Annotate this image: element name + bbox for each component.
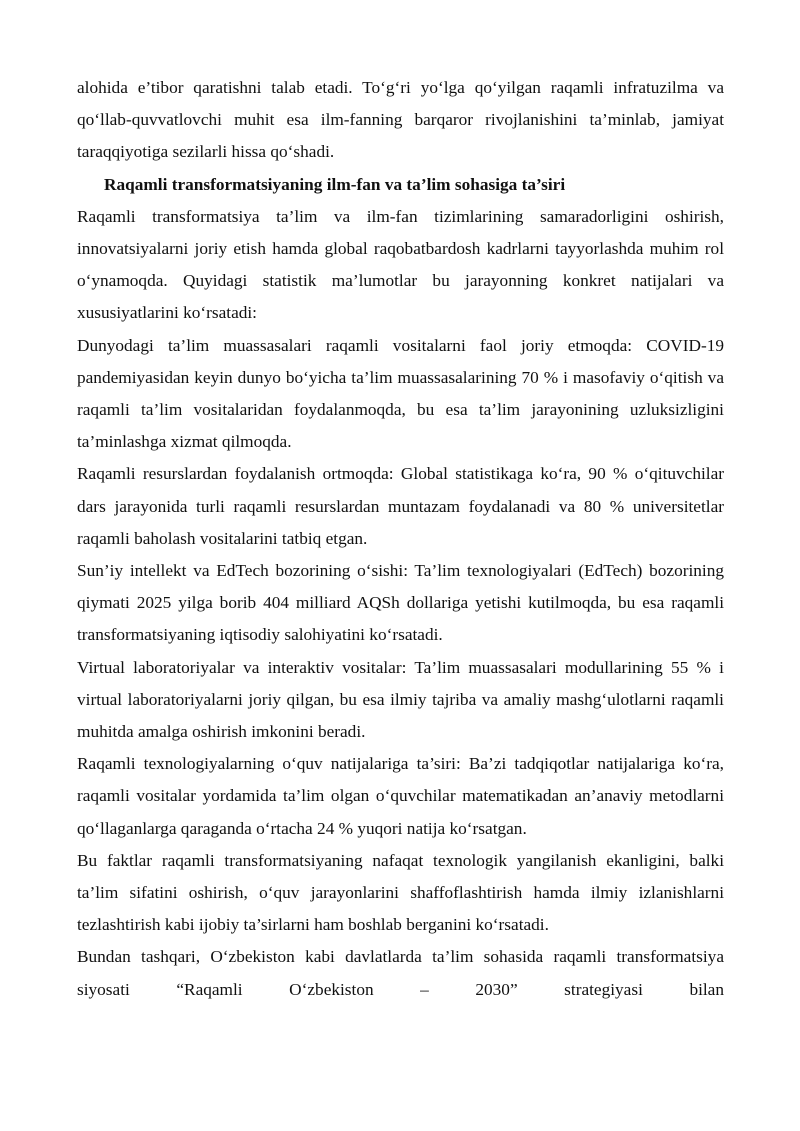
body-paragraph: Raqamli resurslardan foydalanish ortmoqda: Global statistikaga ko‘ra, 90 % o‘qituvchilar dars jarayonida turli raqamli resurslardan muntazam foydalanadi va 80 % universitetlar raqamli baholash vositalarini tatbiq etgan. bbox=[77, 464, 724, 548]
body-paragraph: Raqamli transformatsiya ta’lim va ilm-fan tizimlarining samaradorligini oshirish, innovatsiyalarni joriy etish hamda global raqobatbardosh kadrlarni tayyorlashda muhim rol o‘ynamoqda. Quyidagi statistik ma’lumotlar bu jarayonning konkret natijalari va xususiyatlarini ko‘rsatadi: bbox=[77, 206, 724, 323]
intro-paragraph: alohida e’tibor qaratishni talab etadi. To‘g‘ri yo‘lga qo‘yilgan raqamli infratuzilma va qo‘llab-quvvatlovchi muhit esa ilm-fanning barqaror rivojlanishini ta’minlab, jamiyat taraqqiyotiga sezilarli hissa qo‘shadi. bbox=[77, 78, 724, 162]
body-paragraph: Bu faktlar raqamli transformatsiyaning nafaqat texnologik yangilanish ekanligini, balki ta’lim sifatini oshirish, o‘quv jarayonlarini shaffoflashtirish hamda ilmiy izlanishlarni tezlashtirish kabi ijobiy ta’sirlarni ham boshlab berganini ko‘rsatadi. bbox=[77, 850, 724, 935]
body-paragraph: Virtual laboratoriyalar va interaktiv vositalar: Ta’lim muassasalari modullarining 55 % i virtual laboratoriyalarni joriy qilgan, bu esa ilmiy tajriba va amaliy mashg‘ulotlarni raqamli muhitda amalga oshirish imkonini beradi. bbox=[77, 657, 724, 742]
document-page bbox=[77, 72, 724, 1006]
body-paragraph: Raqamli texnologiyalarning o‘quv natijalariga ta’siri: Ba’zi tadqiqotlar natijalariga ko‘ra, raqamli vositalar yordamida ta’lim olgan o‘quvchilar matematikadan an’anaviy metodlarni qo‘llaganlarga qaraganda o‘rtacha 24 % yuqori natija ko‘rsatgan. bbox=[77, 754, 724, 838]
body-paragraph-continued: Bundan tashqari, O‘zbekiston kabi davlatlarda ta’lim sohasida raqamli transformatsiya siyosati “Raqamli O‘zbekiston – 2030” strategiyasi bilan bbox=[77, 947, 724, 999]
body-paragraph: Dunyodagi ta’lim muassasalari raqamli vositalarni faol joriy etmoqda: COVID-19 pandemiyasidan keyin dunyo bo‘yicha ta’lim muassasalarining 70 % i masofaviy o‘qitish va raqamli ta’lim vositalaridan foydalanmoqda, bu esa ta’lim jarayonining uzluksizligini ta’minlashga xizmat qilmoqda. bbox=[77, 335, 724, 452]
section-heading: Raqamli transformatsiyaning ilm-fan va ta’lim sohasiga ta’siri bbox=[104, 174, 566, 194]
body-paragraph: Sun’iy intellekt va EdTech bozorining o‘sishi: Ta’lim texnologiyalari (EdTech) bozorining qiymati 2025 yilga borib 404 milliard AQSh dollariga yetishi kutilmoqda, bu esa raqamli transformatsiyaning iqtisodiy salohiyatini ko‘rsatadi. bbox=[77, 561, 724, 645]
